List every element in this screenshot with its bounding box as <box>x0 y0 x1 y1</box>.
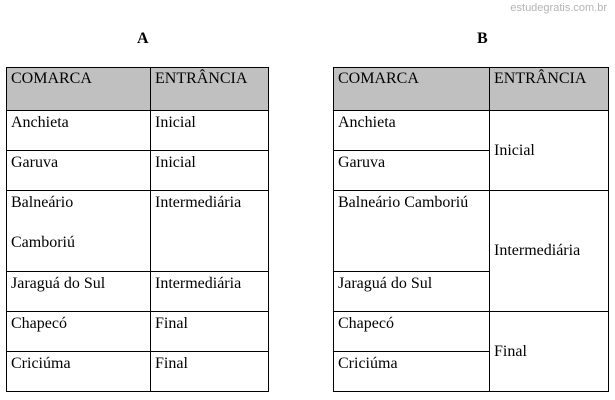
entrancia-cell: Inicial <box>490 111 609 191</box>
column-header-comarca: COMARCA <box>334 68 490 111</box>
table-b-title: B <box>477 30 488 47</box>
comarca-line: Camboriú <box>11 234 75 251</box>
entrancia-cell: Final <box>151 312 269 352</box>
table-row <box>7 111 269 151</box>
comarca-cell: Balneário Camboriú <box>334 191 490 272</box>
entrancia-cell: Intermediária <box>151 272 269 312</box>
table-a-title: A <box>137 30 149 47</box>
line-gap <box>11 212 146 234</box>
entrancia-cell: Inicial <box>151 151 269 191</box>
comarca-cell <box>7 191 151 272</box>
entrancia-cell: Intermediária <box>490 191 609 312</box>
table-row <box>334 191 609 272</box>
comarca-cell: Jaraguá do Sul <box>334 272 490 312</box>
comarca-cell: Criciúma <box>7 352 151 392</box>
entrancia-cell: Final <box>151 352 269 392</box>
comarca-cell: Chapecó <box>334 312 490 352</box>
column-header-comarca: COMARCA <box>7 68 151 111</box>
table-row <box>7 151 269 191</box>
table-header-row <box>7 68 269 111</box>
comarca-cell: Jaraguá do Sul <box>7 272 151 312</box>
comarca-cell: Anchieta <box>334 111 490 151</box>
column-header-entrancia: ENTRÂNCIA <box>151 68 269 111</box>
table-row <box>7 312 269 352</box>
comarca-line: Balneário <box>11 194 74 211</box>
table-row <box>7 272 269 312</box>
entrancia-cell: Inicial <box>151 111 269 151</box>
entrancia-cell: Final <box>490 312 609 392</box>
entrancia-cell: Intermediária <box>151 191 269 272</box>
table-header-row <box>334 68 609 111</box>
comarca-cell: Anchieta <box>7 111 151 151</box>
table-b <box>333 67 609 392</box>
table-row <box>7 191 269 272</box>
comarca-cell: Garuva <box>334 151 490 191</box>
watermark: estudegratis.com.br <box>510 2 607 14</box>
table-row <box>334 111 609 151</box>
comarca-cell: Garuva <box>7 151 151 191</box>
table-row <box>334 312 609 352</box>
comarca-cell: Criciúma <box>334 352 490 392</box>
table-row <box>7 352 269 392</box>
column-header-entrancia: ENTRÂNCIA <box>490 68 609 111</box>
table-a <box>6 67 269 392</box>
comarca-cell: Chapecó <box>7 312 151 352</box>
